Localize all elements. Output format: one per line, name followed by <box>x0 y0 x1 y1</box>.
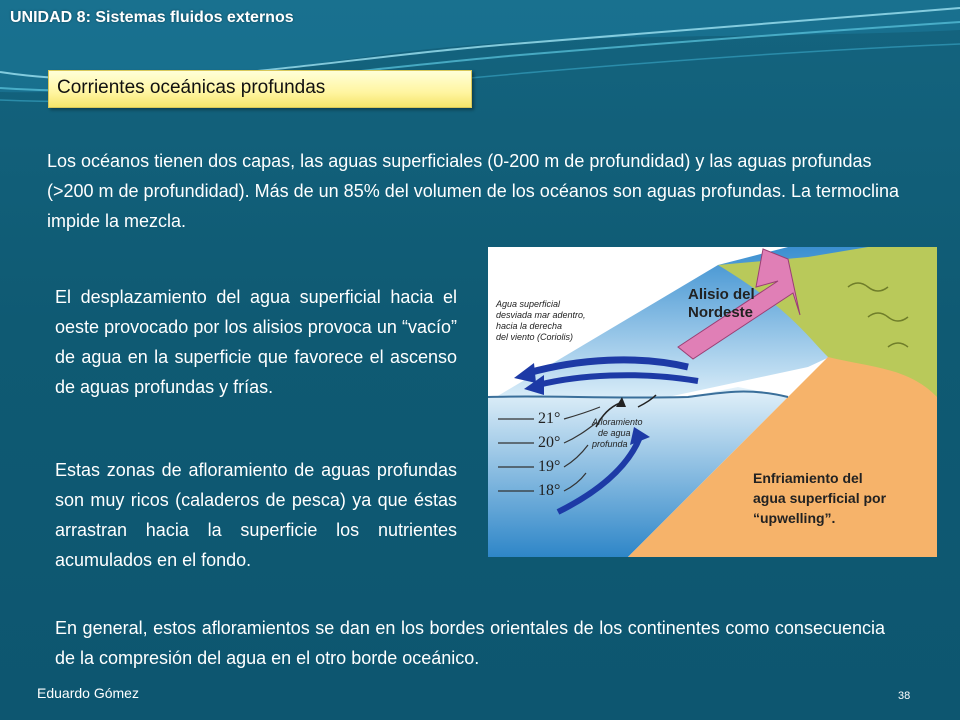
conclusion-paragraph: En general, estos afloramientos se dan en los bordes orientales de los continentes como consecuencia de la compresión del agua en el otro borde oceánico. <box>55 618 885 668</box>
wind-label-line2: Nordeste <box>688 304 754 321</box>
svg-text:Agua superficial: Agua superficial <box>496 299 561 309</box>
svg-text:profunda: profunda <box>592 439 628 449</box>
svg-text:“upwelling”.: “upwelling”. <box>753 510 836 526</box>
svg-text:del viento (Coriolis): del viento (Coriolis) <box>496 332 574 342</box>
svg-text:agua superficial por: agua superficial por <box>753 490 887 506</box>
svg-text:Afloramiento: Afloramiento <box>592 417 643 427</box>
svg-text:19°: 19° <box>538 458 561 475</box>
author-name: Eduardo Gómez <box>37 685 139 701</box>
svg-text:desviada mar adentro,: desviada mar adentro, <box>496 310 586 320</box>
surface-water-label <box>495 299 586 342</box>
topic-title-box <box>48 70 472 108</box>
paragraph-trade-winds: El desplazamiento del agua superficial hacia el oeste provocado por los alisios provoca un “vacío” de agua en la superficie que favorece el ascenso de aguas profundas y frías. <box>55 287 457 397</box>
svg-text:18°: 18° <box>538 482 561 499</box>
svg-text:de agua: de agua <box>598 428 631 438</box>
svg-text:Enfriamiento del: Enfriamiento del <box>753 470 863 486</box>
upwelling-diagram <box>488 247 937 557</box>
unit-title: UNIDAD 8: Sistemas fluidos externos <box>10 9 294 26</box>
upwelling-diagram-svg <box>488 247 937 557</box>
paragraph-upwelling-zones: Estas zonas de afloramiento de aguas profundas son muy ricos (caladeros de pesca) ya que éstas arrastran hacia la superficie los nutrientes acumulados en el fondo. <box>55 460 457 570</box>
intro-paragraph: Los océanos tienen dos capas, las aguas superficiales (0-200 m de profundidad) y las aguas profundas (>200 m de profundidad). Más de un 85% del volumen de los océanos son aguas profundas. La termoclina impide la mezcla. <box>47 151 900 231</box>
svg-text:20°: 20° <box>538 434 561 451</box>
topic-title: Corrientes oceánicas profundas <box>57 77 326 98</box>
svg-text:hacia la derecha: hacia la derecha <box>496 321 563 331</box>
wind-label-line1: Alisio del <box>688 286 755 303</box>
svg-text:21°: 21° <box>538 410 561 427</box>
page-number: 38 <box>898 690 911 702</box>
